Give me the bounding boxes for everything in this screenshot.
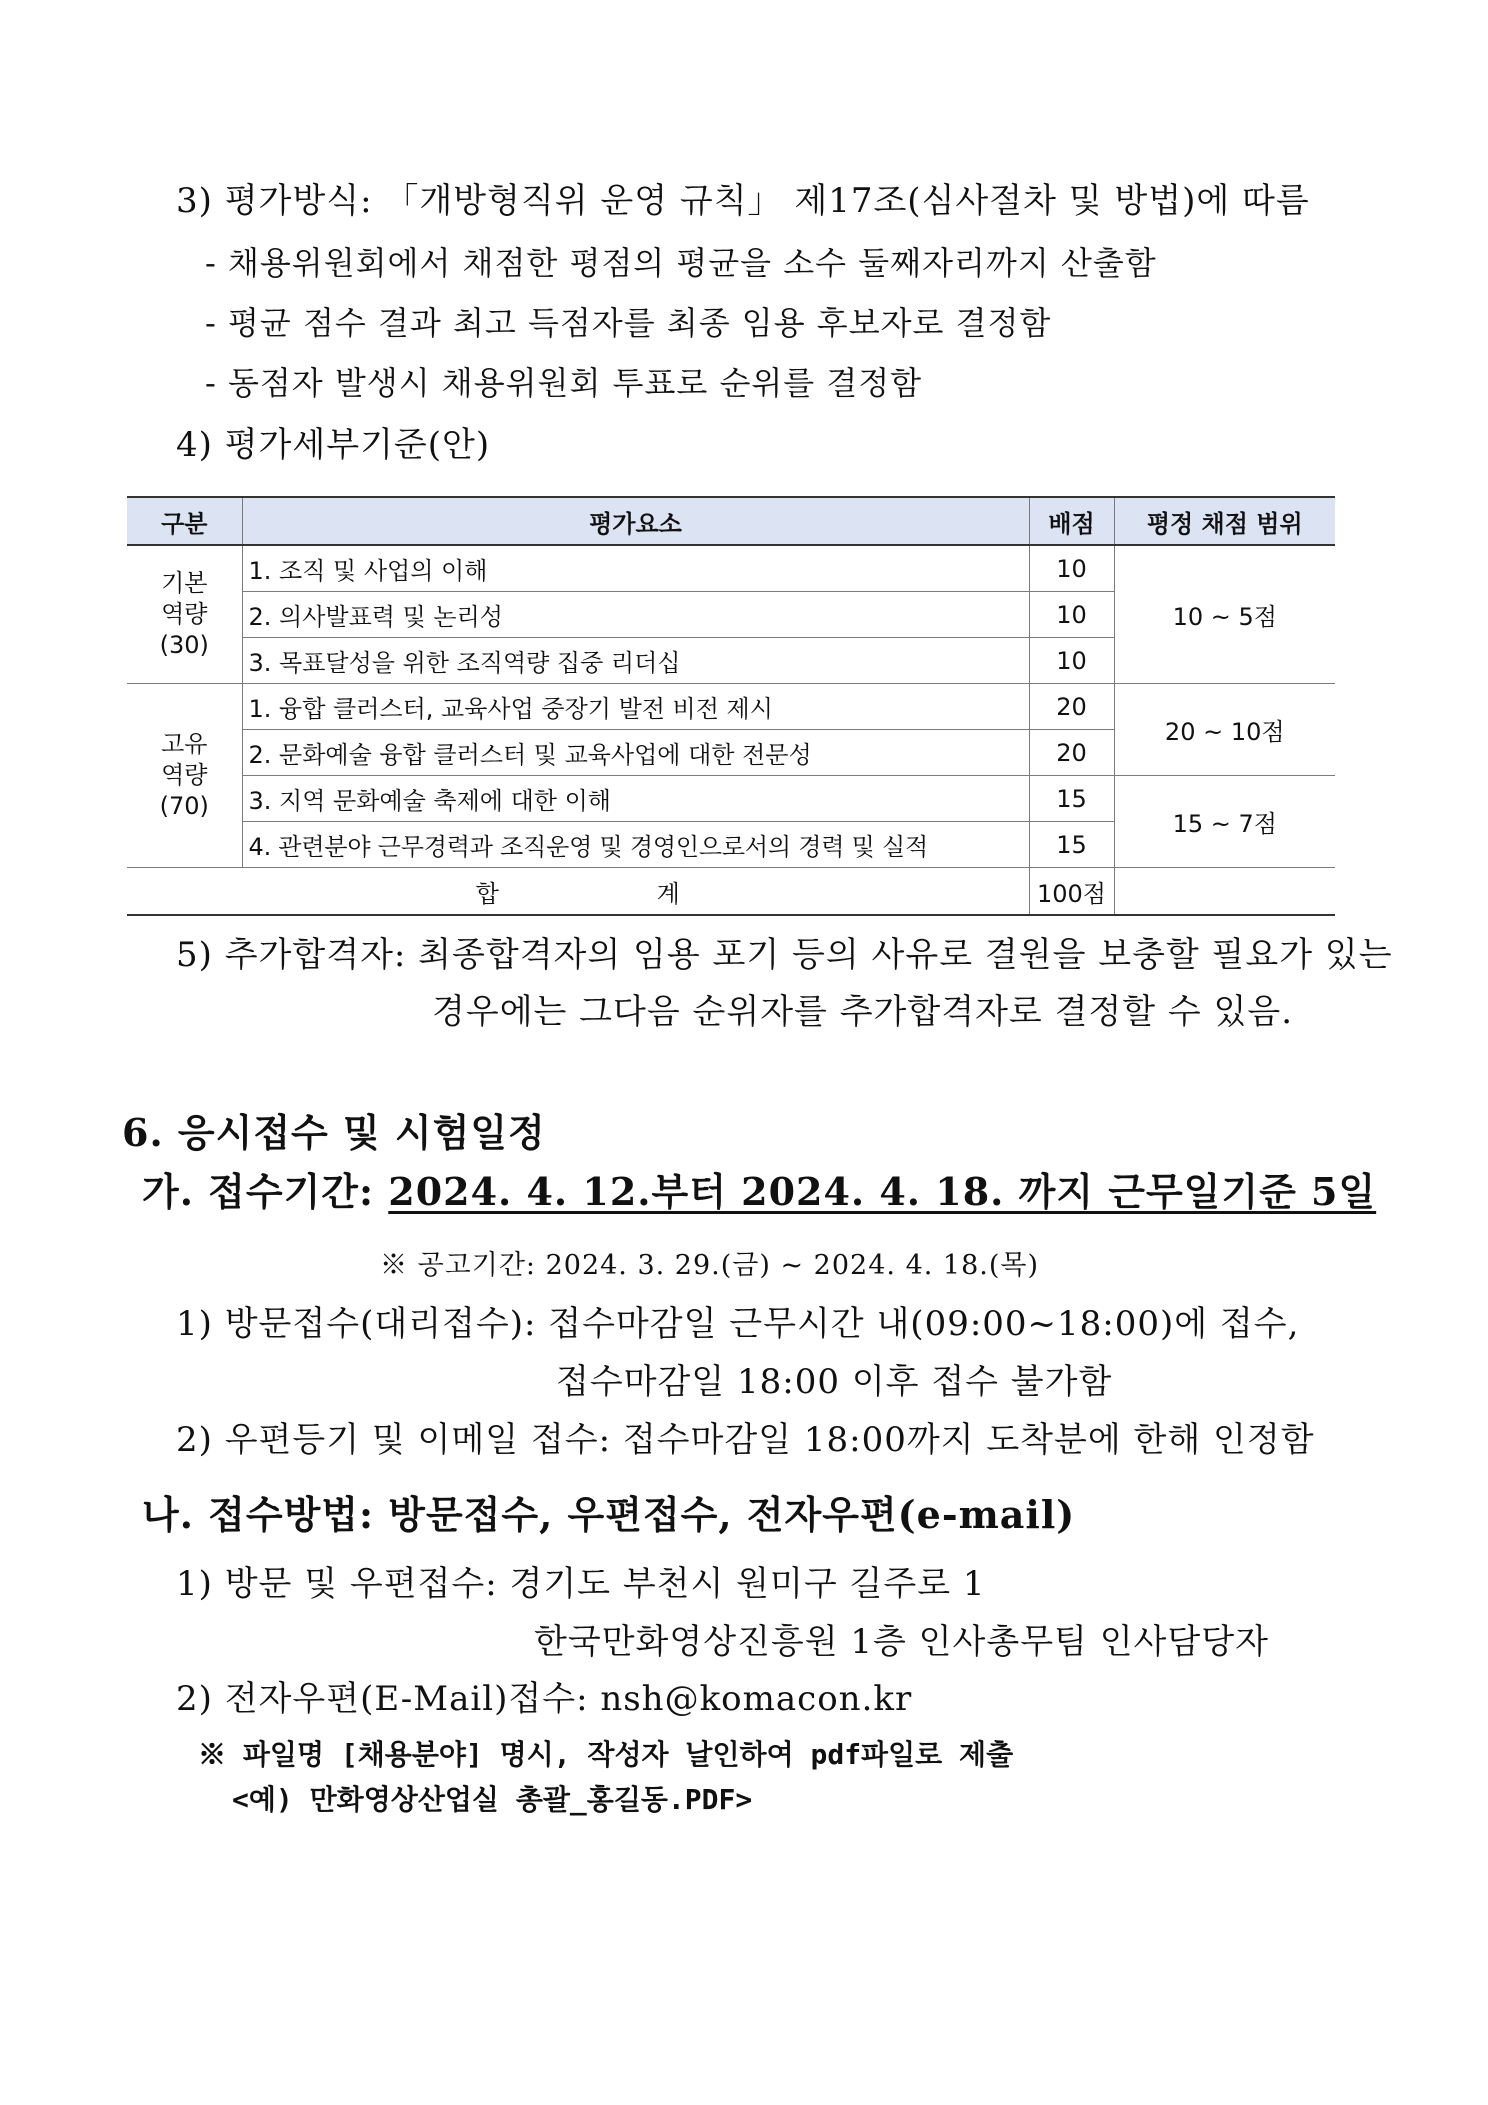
s5-line-2: 경우에는 그다음 순위자를 추가합격자로 결정할 수 있음. — [432, 992, 1294, 1032]
table-row — [127, 776, 1335, 822]
group-basic-points: (30) — [159, 631, 209, 659]
group-unique-points: (70) — [159, 792, 209, 820]
section6-title: 6. 응시접수 및 시험일정 — [122, 1110, 546, 1155]
na-item2: 2) 전자우편(E-Mail)접수: nsh@komacon.kr — [176, 1679, 913, 1719]
ga-heading — [142, 1169, 1377, 1214]
group-unique-name: 고유 — [161, 730, 208, 758]
table-header-row — [127, 497, 1335, 545]
score-cell: 10 — [1029, 545, 1114, 592]
item-cell: 2. 의사발표력 및 논리성 — [242, 592, 1029, 638]
group-unique — [127, 684, 242, 868]
item-cell: 3. 지역 문화예술 축제에 대한 이해 — [242, 776, 1029, 822]
evaluation-table — [127, 496, 1335, 916]
table-total-row — [127, 868, 1335, 916]
ga-label: 가. 접수기간: — [142, 1169, 389, 1214]
score-cell: 20 — [1029, 684, 1114, 730]
na-item1-line1: 1) 방문 및 우편접수: 경기도 부천시 원미구 길주로 1 — [176, 1564, 986, 1604]
ga-note: ※ 공고기간: 2024. 3. 29.(금) ~ 2024. 4. 18.(목) — [380, 1250, 1039, 1281]
item-cell: 4. 관련분야 근무경력과 조직운영 및 경영인으로서의 경력 및 실적 — [242, 822, 1029, 868]
group-unique-name2: 역량 — [161, 761, 208, 789]
ga-item1-line2: 접수마감일 18:00 이후 접수 불가함 — [556, 1362, 1113, 1402]
s4-title: 4) 평가세부기준(안) — [176, 425, 491, 465]
item-cell: 1. 조직 및 사업의 이해 — [242, 545, 1029, 592]
score-cell: 20 — [1029, 730, 1114, 776]
range-cell: 10 ~ 5점 — [1114, 545, 1335, 684]
s3-bullet-3: - 동점자 발생시 채용위원회 투표로 순위를 결정함 — [205, 364, 923, 402]
group-basic-name: 기본 — [161, 569, 208, 597]
total-score: 100점 — [1029, 868, 1114, 916]
item-cell: 2. 문화예술 융합 클러스터 및 교육사업에 대한 전문성 — [242, 730, 1029, 776]
header-score: 배점 — [1029, 497, 1114, 545]
s3-title: 3) 평가방식: 「개방형직위 운영 규칙」 제17조(심사절차 및 방법)에 따름 — [176, 181, 1310, 221]
s5-line-1: 5) 추가합격자: 최종합격자의 임용 포기 등의 사유로 결원을 보충할 필요가 있는 — [176, 935, 1393, 975]
s3-bullet-1: - 채용위원회에서 채점한 평점의 평균을 소수 둘째자리까지 산출함 — [205, 244, 1157, 282]
header-category: 구분 — [127, 497, 242, 545]
total-range-empty — [1114, 868, 1335, 916]
na-item1-line2: 한국만화영상진흥원 1층 인사총무팀 인사담당자 — [534, 1622, 1269, 1662]
ga-item1-line1: 1) 방문접수(대리접수): 접수마감일 근무시간 내(09:00~18:00)에 접수, — [176, 1304, 1300, 1344]
na-heading: 나. 접수방법: 방문접수, 우편접수, 전자우편(e-mail) — [142, 1492, 1076, 1537]
group-basic-name2: 역량 — [161, 600, 208, 628]
table-row — [127, 684, 1335, 730]
range-cell: 20 ~ 10점 — [1114, 684, 1335, 776]
total-label: 합 계 — [127, 868, 1029, 916]
header-range: 평정 채점 범위 — [1114, 497, 1335, 545]
group-basic — [127, 545, 242, 684]
ga-period: 2024. 4. 12.부터 2024. 4. 18. 까지 근무일기준 5일 — [388, 1169, 1377, 1214]
item-cell: 3. 목표달성을 위한 조직역량 집중 리더십 — [242, 638, 1029, 684]
score-cell: 10 — [1029, 638, 1114, 684]
score-cell: 15 — [1029, 776, 1114, 822]
s3-bullet-2: - 평균 점수 결과 최고 득점자를 최종 임용 후보자로 결정함 — [205, 304, 1052, 342]
header-element: 평가요소 — [242, 497, 1029, 545]
table-row — [127, 545, 1335, 592]
score-cell: 10 — [1029, 592, 1114, 638]
item-cell: 1. 융합 클러스터, 교육사업 중장기 발전 비전 제시 — [242, 684, 1029, 730]
na-note-2: <예) 만화영상산업실 총괄_홍길동.PDF> — [232, 1783, 753, 1816]
range-cell: 15 ~ 7점 — [1114, 776, 1335, 868]
na-note-1: ※ 파일명 [채용분야] 명시, 작성자 날인하여 pdf파일로 제출 — [198, 1738, 1014, 1771]
ga-item2: 2) 우편등기 및 이메일 접수: 접수마감일 18:00까지 도착분에 한해 인정함 — [176, 1420, 1315, 1460]
score-cell: 15 — [1029, 822, 1114, 868]
